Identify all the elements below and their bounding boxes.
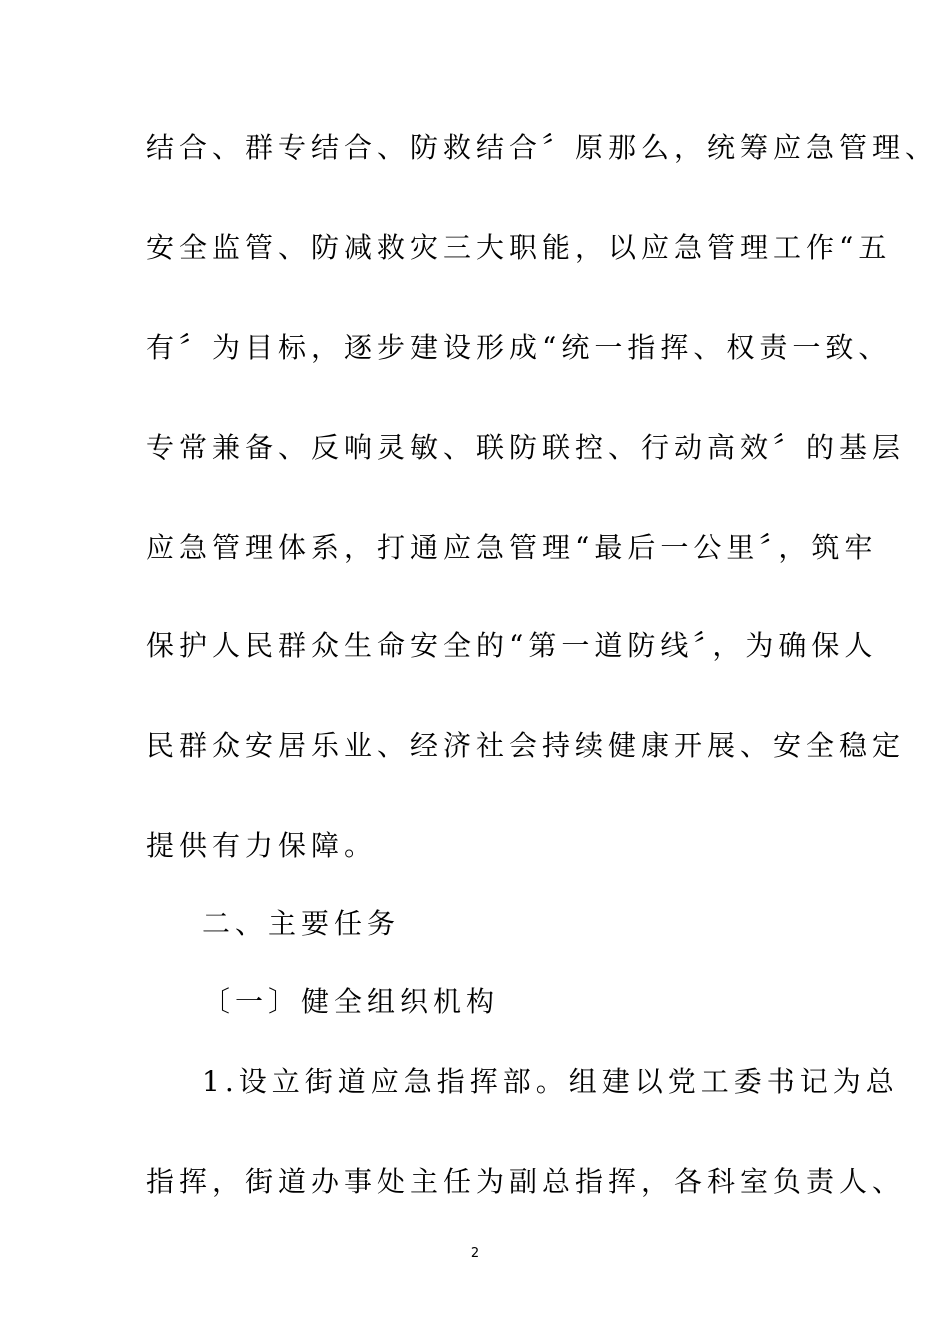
body-text-line: 专常兼备、反响灵敏、联防联控、行动高效〞的基层: [146, 431, 906, 464]
body-text-line: 结合、群专结合、防救结合〞原那么，统筹应急管理、: [146, 131, 939, 164]
body-text-line: 1.设立街道应急指挥部。组建以党工委书记为总: [202, 1065, 899, 1098]
body-text-line: 应急管理体系，打通应急管理“最后一公里〞，筑牢: [146, 531, 878, 564]
subsection-heading: 〔一〕健全组织机构: [202, 985, 500, 1018]
body-text-line: 安全监管、防减救灾三大职能，以应急管理工作“五: [146, 231, 892, 264]
body-text-line: 民群众安居乐业、经济社会持续健康开展、安全稳定: [146, 729, 906, 762]
page-number: 2: [470, 1246, 480, 1261]
body-text-line: 指挥，街道办事处主任为副总指挥，各科室负责人、: [146, 1165, 906, 1198]
body-text-line: 有〞为目标，逐步建设形成“统一指挥、权责一致、: [146, 331, 892, 364]
body-text-line: 提供有力保障。: [146, 829, 378, 862]
section-heading: 二、主要任务: [202, 907, 401, 940]
body-text-line: 保护人民群众生命安全的“第一道防线〞，为确保人: [146, 629, 878, 662]
